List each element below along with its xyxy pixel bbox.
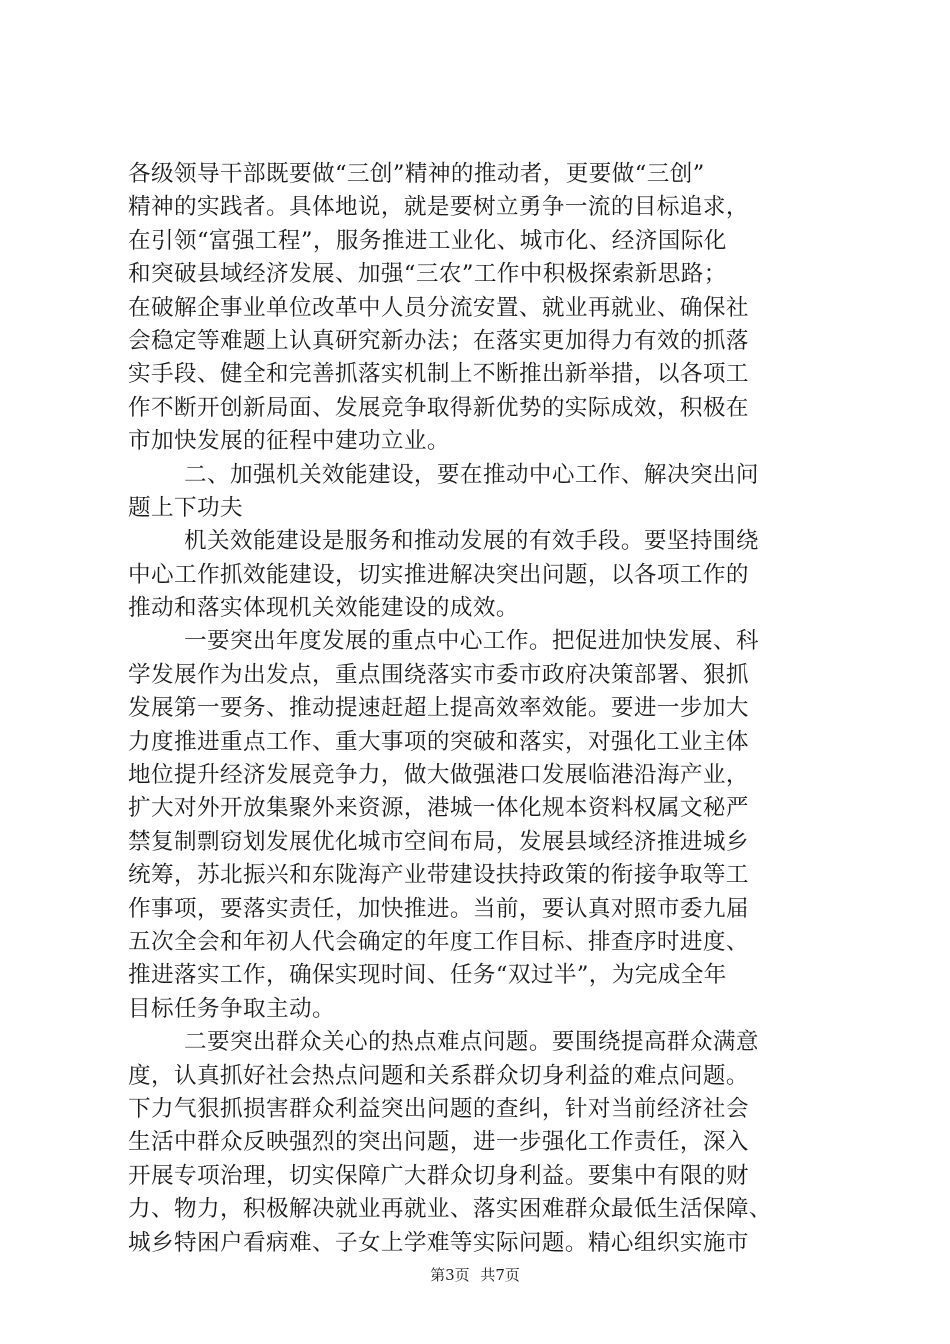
- text-line: 一要突出年度发展的重点中心工作。把促进加快发展、科: [184, 628, 759, 655]
- text-line: 实手段、健全和完善抓落实机制上不断推出新举措，以各项工: [128, 361, 749, 388]
- text-line: 生活中群众反映强烈的突出问题，进一步强化工作责任，深入: [128, 1129, 749, 1156]
- body-text: [128, 158, 838, 1260]
- text-line: 五次全会和年初人代会确定的年度工作目标、排查序时进度、: [128, 928, 749, 955]
- text-line: 目标任务争取主动。: [128, 995, 335, 1022]
- text-line: 精神的实践者。具体地说，就是要树立勇争一流的目标追求，: [128, 194, 749, 221]
- text-line: 开展专项治理，切实保障广大群众切身利益。要集中有限的财: [128, 1162, 749, 1189]
- page-footer: [0, 1265, 950, 1285]
- text-line: 在破解企事业单位改革中人员分流安置、就业再就业、确保社: [128, 294, 749, 321]
- page-total: 共7页: [480, 1266, 520, 1284]
- text-line: 地位提升经济发展竞争力，做大做强港口发展临港沿海产业，: [128, 762, 749, 789]
- text-line: 中心工作抓效能建设，切实推进解决突出问题，以各项工作的: [128, 561, 749, 588]
- section-heading-line: 二、加强机关效能建设，要在推动中心工作、解决突出问: [184, 461, 759, 488]
- text-line: 城乡特困户看病难、子女上学难等实际问题。精心组织实施市: [128, 1229, 749, 1256]
- text-line: 各级领导干部既要做“三创”精神的推动者，更要做“三创”: [128, 161, 705, 187]
- text-line: 力度推进重点工作、重大事项的突破和落实，对强化工业主体: [128, 728, 749, 755]
- text-line: 度，认真抓好社会热点问题和关系群众切身利益的难点问题。: [128, 1062, 749, 1089]
- section-heading-line: 题上下功夫: [128, 494, 243, 521]
- text-line: 作不断开创新局面、发展竞争取得新优势的实际成效，积极在: [128, 394, 749, 421]
- text-line: 和突破县域经济发展、加强“三农”工作中积极探索新思路；: [128, 261, 727, 288]
- text-line: 会稳定等难题上认真研究新办法；在落实更加得力有效的抓落: [128, 327, 749, 354]
- text-line: 学发展作为出发点，重点围绕落实市委市政府决策部署、狠抓: [128, 661, 749, 688]
- text-line: 市加快发展的征程中建功立业。: [128, 428, 450, 455]
- text-line: 作事项，要落实责任，加快推进。当前，要认真对照市委九届: [128, 895, 749, 922]
- text-line: 下力气狠抓损害群众利益突出问题的查纠，针对当前经济社会: [128, 1095, 749, 1122]
- text-line: 统筹，苏北振兴和东陇海产业带建设扶持政策的衔接争取等工: [128, 862, 749, 889]
- text-line: 扩大对外开放集聚外来资源，港城一体化规本资料权属文秘严: [128, 795, 749, 822]
- text-line: 力、物力，积极解决就业再就业、落实困难群众最低生活保障、: [128, 1196, 772, 1223]
- page-number: 第3页: [430, 1266, 470, 1284]
- text-line: 禁复制剽窃划发展优化城市空间布局，发展县域经济推进城乡: [128, 828, 749, 855]
- text-line: 在引领“富强工程”，服务推进工业化、城市化、经济国际化: [128, 227, 727, 254]
- text-line: 推动和落实体现机关效能建设的成效。: [128, 595, 519, 622]
- text-line: 机关效能建设是服务和推动发展的有效手段。要坚持围绕: [184, 528, 759, 555]
- text-line: 推进落实工作，确保实现时间、任务“双过半”，为完成全年: [128, 962, 727, 989]
- text-line: 发展第一要务、推动提速赶超上提高效率效能。要进一步加大: [128, 695, 749, 722]
- text-line: 二要突出群众关心的热点难点问题。要围绕提高群众满意: [184, 1029, 759, 1056]
